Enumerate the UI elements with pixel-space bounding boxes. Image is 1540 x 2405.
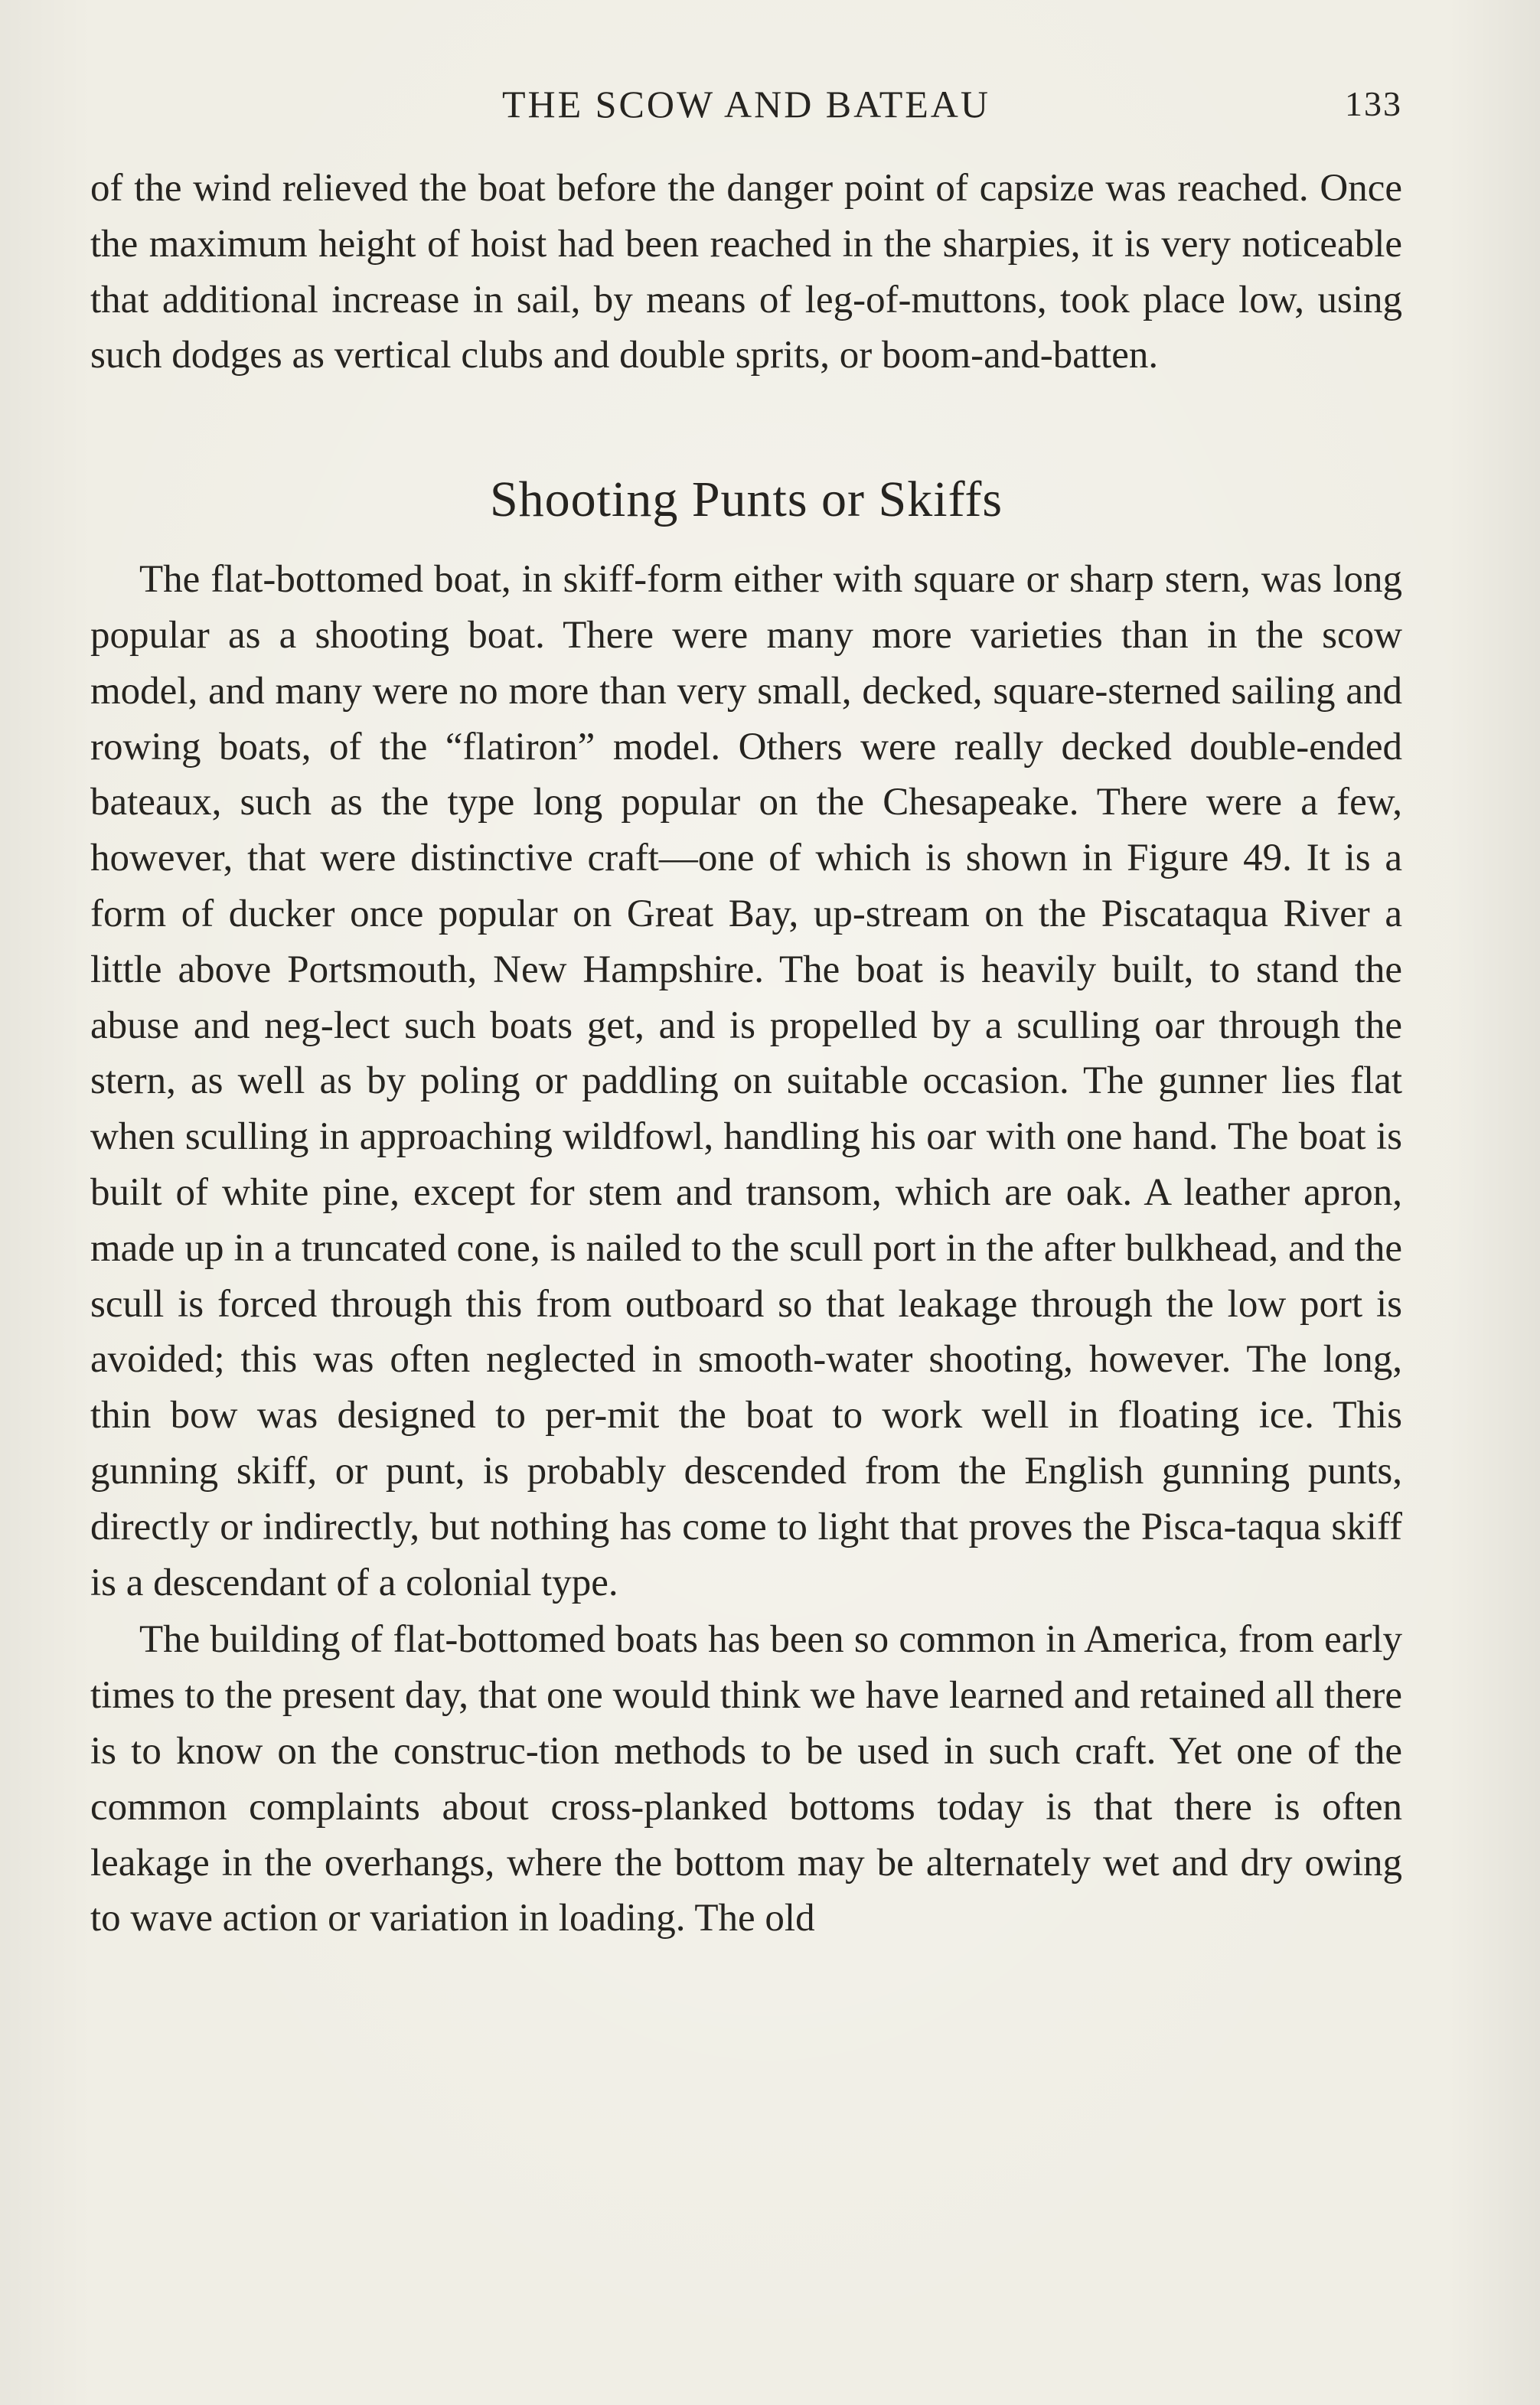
paragraph-shooting-boats: The flat-bottomed boat, in skiff-form either with square or sharp stern, was long popular as a shooting boat. There were many more varieties than in the scow model, and many were no more than very small, decked, square-sterned sailing and rowing boats, of the “flatiron” model. Others were really decked double-ended bateaux, such as the type long popular on the Chesapeake. There were a few, however, that were distinctive craft—one of which is shown in Figure 49. It is a form of ducker once popular on Great Bay, up-stream on the Piscataqua River a little above Portsmouth, New Hampshire. The boat is heavily built, to stand the abuse and neg-lect such boats get, and is propelled by a sculling oar through the stern, as well as by poling or paddling on suitable occasion. The gunner lies flat when sculling in approaching wildfowl, handling his oar with one hand. The boat is built of white pine, except for stem and transom, which are oak. A leather apron, made up in a truncated cone, is nailed to the scull port in the after bulkhead, and the scull is forced through this from outboard so that leakage through the low port is avoided; this was often neglected in smooth-water shooting, however. The long, thin bow was designed to per-mit the boat to work well in floating ice. This gunning skiff, or punt, is probably descended from the English gunning punts, directly or indirectly, but nothing has come to light that proves the Pisca-taqua skiff is a descendant of a colonial type. — [90, 558, 1402, 1604]
section-heading: Shooting Punts or Skiffs — [489, 472, 1003, 528]
text-block — [90, 161, 1402, 1947]
running-head — [90, 77, 1402, 132]
running-title: THE SCOW AND BATEAU — [501, 83, 991, 126]
paragraph-flat-bottomed-construction: The building of flat-bottomed boats has been so common in America, from early times to the present day, that one would think we have learned and retained all there is to know on the construc-tion methods to be used in such craft. Yet one of the common complaints about cross-planked bottoms today is that there is often leakage in the overhangs, where the bottom may be alternately wet and dry owing to wave action or variation in loading. The old — [90, 1618, 1402, 1940]
page-number: 133 — [1345, 84, 1402, 123]
continued-paragraph: of the wind relieved the boat before the danger point of capsize was reached. Once the maximum height of hoist had been reached in the sharpies, it is very noticeable that additional increase in sail, by means of leg-of-muttons, took place low, using such dodges as vertical clubs and double sprits, or boom-and-batten. — [90, 167, 1402, 377]
